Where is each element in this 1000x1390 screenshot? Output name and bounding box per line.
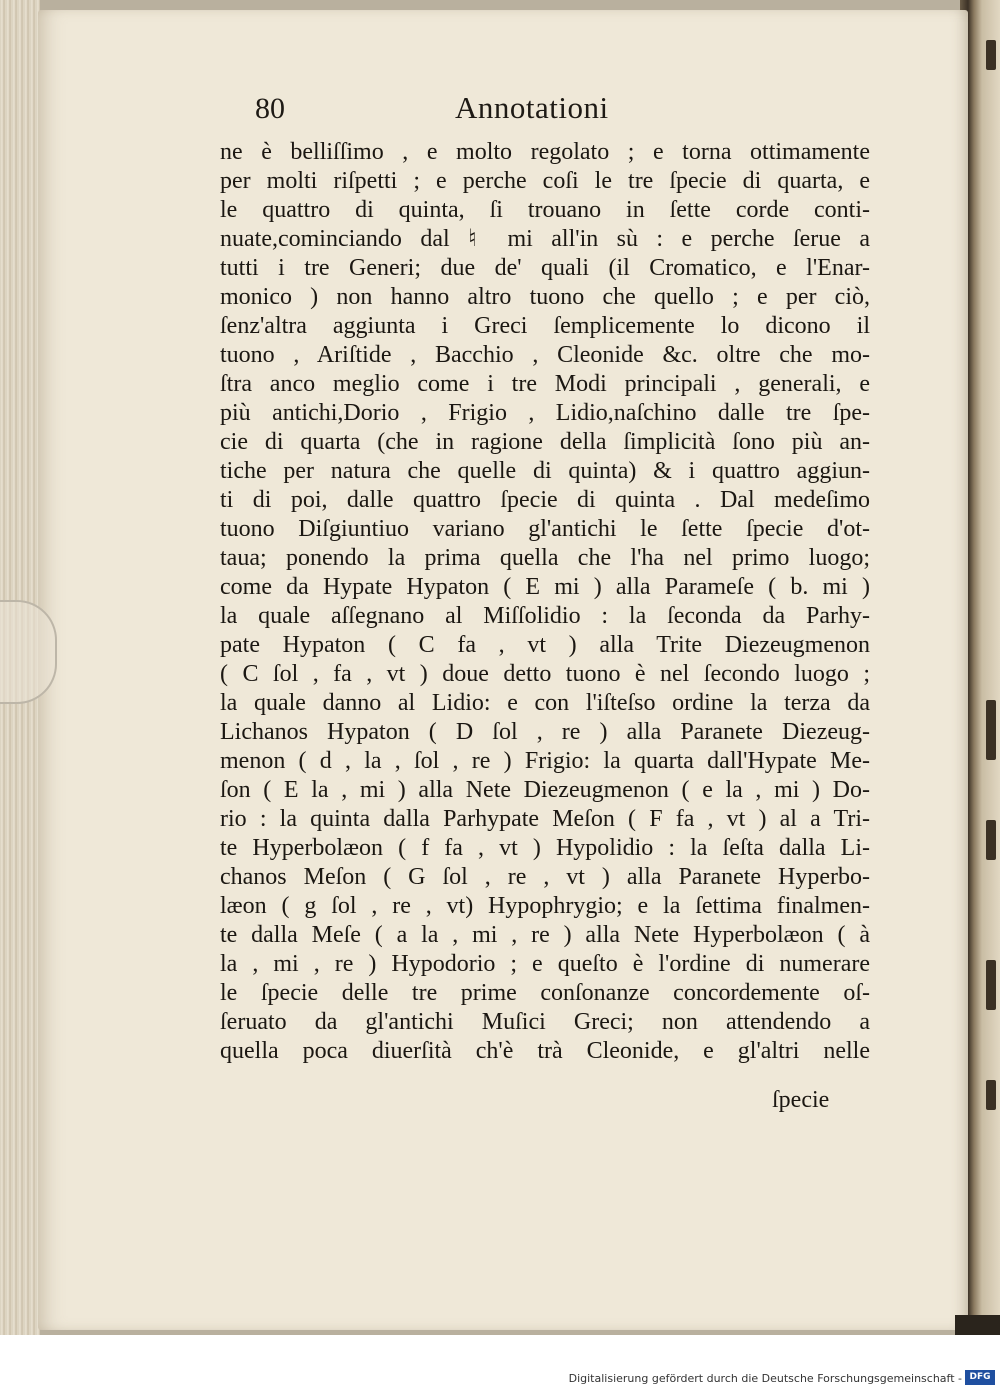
page-number: 80 — [255, 92, 285, 125]
text-line: ſeruato da gl'antichi Muſici Greci; non attendendo a — [220, 1009, 870, 1035]
text-line: chanos Meſon ( G ſol , re , vt ) alla Paranete Hyperbo- — [220, 864, 870, 890]
text-line: cie di quarta (che in ragione della ſimplicità ſono più an- — [220, 429, 870, 455]
text-line: menon ( d , la , ſol , re ) Frigio: la quarta dall'Hypate Me- — [220, 748, 870, 774]
text-line: tiche per natura che quelle di quinta) & i quattro aggiun- — [220, 458, 870, 484]
text-line: taua; ponendo la prima quella che l'ha nel primo luogo; — [220, 545, 870, 571]
body-text — [220, 138, 870, 1066]
text-line: nuate,cominciando dal ♮ mi all'in sù : e perche ſerue a — [220, 226, 870, 252]
text-line: ſon ( E la , mi ) alla Nete Diezeugmenon ( e la , mi ) Do- — [220, 777, 870, 803]
text-line: tutti i tre Generi; due de' quali (il Cromatico, e l'Enar- — [220, 255, 870, 281]
text-line: la quale aſſegnano al Miſſolidio : la ſeconda da Parhy- — [220, 603, 870, 629]
text-line: rio : la quinta dalla Parhypate Meſon ( F fa , vt ) al a Tri- — [220, 806, 870, 832]
text-line: te dalla Meſe ( a la , mi , re ) alla Nete Hyperbolæon ( à — [220, 922, 870, 948]
text-line: la quale danno al Lidio: e con l'iſteſso ordine la terza da — [220, 690, 870, 716]
text-line: ( C ſol , fa , vt ) doue detto tuono è nel ſecondo luogo ; — [220, 661, 870, 687]
text-line: pate Hypaton ( C fa , vt ) alla Trite Diezeugmenon — [220, 632, 870, 658]
page-clip — [0, 600, 57, 704]
text-line: te Hyperbolæon ( f fa , vt ) Hypolidio : la ſeſta dalla Li- — [220, 835, 870, 861]
text-line: ſtra anco meglio come i tre Modi principali , generali, e — [220, 371, 870, 397]
text-line: quella poca diuerſità ch'è trà Cleonide, e gl'altri nelle — [220, 1038, 870, 1064]
text-line: più antichi,Dorio , Frigio , Lidio,naſchino dalle tre ſpe- — [220, 400, 870, 426]
running-head: Annotationi — [455, 90, 609, 125]
text-line: Lichanos Hypaton ( D ſol , re ) alla Paranete Diezeug- — [220, 719, 870, 745]
text-line: ne è belliſſimo , e molto regolato ; e torna ottimamente — [220, 139, 870, 165]
text-line: come da Hypate Hypaton ( E mi ) alla Parameſe ( b. mi ) — [220, 574, 870, 600]
text-line: la , mi , re ) Hypodorio ; e queſto è l'ordine di numerare — [220, 951, 870, 977]
footer-credit: Digitalisierung gefördert durch die Deutsche Forschungsgemeinschaft - — [568, 1372, 962, 1385]
dfg-logo: DFG — [965, 1370, 995, 1385]
scan-corner — [955, 1315, 1000, 1337]
text-line: monico ) non hanno altro tuono che quello ; e per ciò, — [220, 284, 870, 310]
text-line: ſenz'altra aggiunta i Greci ſemplicemente lo dicono il — [220, 313, 870, 339]
catchword: ſpecie — [772, 1087, 830, 1113]
text-line: tuono , Ariſtide , Bacchio , Cleonide &c. oltre che mo- — [220, 342, 870, 368]
text-line: le ſpecie delle tre prime conſonanze concordemente oſ- — [220, 980, 870, 1006]
text-line: le quattro di quinta, ſi trouano in ſette corde conti- — [220, 197, 870, 223]
text-line: per molti riſpetti ; e perche coſi le tre ſpecie di quarta, e — [220, 168, 870, 194]
text-line: tuono Diſgiuntiuo variano gl'antichi le ſette ſpecie d'ot- — [220, 516, 870, 542]
text-line: ti di poi, dalle quattro ſpecie di quinta . Dal medeſimo — [220, 487, 870, 513]
text-line: læon ( g ſol , re , vt) Hypophrygio; e la ſettima finalmen- — [220, 893, 870, 919]
